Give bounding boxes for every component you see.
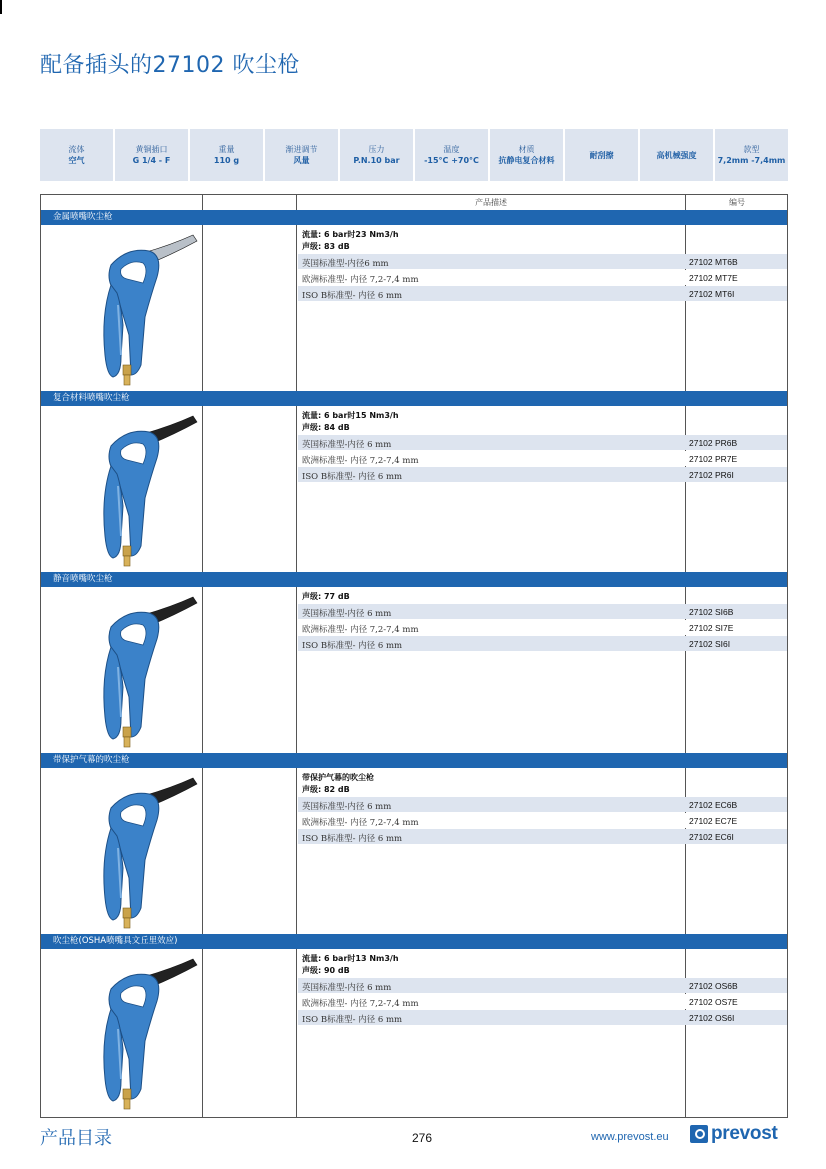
variant-name: 英国标准型-内径 6 mm	[302, 982, 392, 993]
section-body	[41, 406, 787, 572]
spec-label: 高机械强度	[656, 150, 697, 160]
spec-cell	[565, 129, 638, 181]
variant-code: 27102 SI6B	[689, 606, 734, 617]
spec-value: 空气	[68, 156, 85, 165]
description-block	[298, 953, 787, 1025]
variant-name: 英国标准型-内径6 mm	[302, 258, 389, 269]
column-divider	[202, 225, 203, 391]
description-block	[298, 229, 787, 301]
catalog-label: 产品目录	[40, 1128, 112, 1149]
column-divider	[202, 949, 203, 1115]
variant-code: 27102 SI6I	[689, 638, 731, 649]
column-divider	[296, 225, 297, 391]
blow-gun-image	[71, 949, 201, 1115]
spec-label: 流体	[68, 145, 85, 154]
header-code: 编号	[729, 198, 745, 207]
section-title: 带保护气幕的吹尘枪	[41, 753, 787, 768]
blow-gun-image	[71, 587, 201, 753]
column-divider	[296, 406, 297, 572]
spec-label: 材质	[518, 145, 535, 154]
spec-value: 110 g	[213, 156, 240, 165]
product-section	[41, 210, 787, 391]
variant-name: 英国标准型-内径 6 mm	[302, 801, 392, 812]
column-divider	[296, 949, 297, 1115]
variant-row	[298, 435, 787, 451]
crop-mark	[0, 0, 2, 14]
variant-row	[298, 797, 787, 813]
spec-line: 流量: 6 bar时23 Nm3/h	[302, 230, 399, 239]
product-section	[41, 934, 787, 1115]
section-body	[41, 587, 787, 753]
spec-value: G 1/4 - F	[132, 156, 171, 165]
brand-name: prevost	[711, 1123, 778, 1144]
variant-name: 英国标准型-内径 6 mm	[302, 608, 392, 619]
product-image	[71, 225, 201, 391]
variant-row	[298, 1010, 787, 1026]
header-description: 产品描述	[475, 198, 507, 207]
spec-value: -15°C +70°C	[424, 156, 479, 165]
spec-cell	[40, 129, 113, 181]
variant-code: 27102 PR7E	[689, 453, 738, 464]
product-image	[71, 768, 201, 934]
variant-name: 欧洲标准型- 内径 7,2-7,4 mm	[302, 624, 419, 635]
spec-label: 黄铜插口	[135, 145, 168, 154]
variant-code: 27102 OS6B	[689, 980, 738, 991]
section-title: 吹尘枪(OSHA喷嘴具文丘里效应)	[41, 934, 787, 949]
product-section	[41, 753, 787, 934]
column-divider	[296, 768, 297, 934]
blow-gun-image	[71, 225, 201, 391]
variant-name: ISO B标准型- 内径 6 mm	[302, 1014, 403, 1025]
spec-label: 款型	[743, 145, 760, 154]
variant-code: 27102 PR6I	[689, 469, 734, 480]
variant-code: 27102 PR6B	[689, 437, 738, 448]
variant-name: 欧洲标准型- 内径 7,2-7,4 mm	[302, 998, 419, 1009]
spec-cell	[715, 129, 788, 181]
spec-label: 重量	[218, 145, 235, 154]
variant-name: 欧洲标准型- 内径 7,2-7,4 mm	[302, 455, 419, 466]
spec-line: 声级: 77 dB	[302, 592, 350, 601]
variant-name: 欧洲标准型- 内径 7,2-7,4 mm	[302, 274, 419, 285]
description-block	[298, 591, 787, 651]
blow-gun-image	[71, 768, 201, 934]
spec-line: 流量: 6 bar时13 Nm3/h	[302, 954, 399, 963]
blow-gun-image	[71, 406, 201, 572]
spec-label: 压力	[368, 145, 385, 154]
spec-line: 声级: 84 dB	[302, 423, 350, 432]
variant-code: 27102 EC7E	[689, 815, 738, 826]
table-header	[41, 195, 787, 211]
variant-row	[298, 270, 787, 286]
variant-row	[298, 994, 787, 1010]
variant-code: 27102 MT6I	[689, 288, 735, 299]
variant-code: 27102 EC6B	[689, 799, 738, 810]
variant-name: ISO B标准型- 内径 6 mm	[302, 471, 403, 482]
description-block	[298, 772, 787, 844]
variant-code: 27102 OS6I	[689, 1012, 735, 1023]
variant-row	[298, 604, 787, 620]
spec-cell	[640, 129, 713, 181]
variant-name: ISO B标准型- 内径 6 mm	[302, 640, 403, 651]
variant-row	[298, 451, 787, 467]
column-divider	[296, 587, 297, 753]
spec-line: 流量: 6 bar时15 Nm3/h	[302, 411, 399, 420]
variant-code: 27102 SI7E	[689, 622, 734, 633]
spec-label: 渐进调节	[285, 145, 318, 154]
section-title: 静音喷嘴吹尘枪	[41, 572, 787, 587]
variant-name: 欧洲标准型- 内径 7,2-7,4 mm	[302, 817, 419, 828]
brand-logo	[690, 1123, 778, 1145]
spec-cell	[490, 129, 563, 181]
spec-value: 7,2mm -7,4mm	[717, 156, 786, 165]
product-section	[41, 391, 787, 572]
variant-code: 27102 EC6I	[689, 831, 734, 842]
variant-name: 英国标准型-内径 6 mm	[302, 439, 392, 450]
product-table	[40, 194, 788, 1118]
spec-cell	[415, 129, 488, 181]
spec-line: 声级: 82 dB	[302, 785, 350, 794]
product-section	[41, 572, 787, 753]
spec-value: 抗静电复合材料	[498, 156, 555, 165]
spec-cell	[190, 129, 263, 181]
column-divider	[202, 406, 203, 572]
spec-cell	[115, 129, 188, 181]
column-divider	[202, 587, 203, 753]
variant-row	[298, 978, 787, 994]
variant-row	[298, 467, 787, 483]
spec-line: 带保护气幕的吹尘枪	[302, 773, 374, 782]
spec-value: P.N.10 bar	[353, 156, 400, 165]
spec-label: 耐刮擦	[589, 150, 614, 160]
variant-name: ISO B标准型- 内径 6 mm	[302, 833, 403, 844]
spec-label: 温度	[443, 145, 460, 154]
spec-line: 声级: 83 dB	[302, 242, 350, 251]
spec-bar	[40, 129, 788, 181]
variant-row	[298, 829, 787, 845]
variant-row	[298, 286, 787, 302]
spec-cell	[340, 129, 413, 181]
variant-code: 27102 OS7E	[689, 996, 738, 1007]
section-body	[41, 768, 787, 934]
section-body	[41, 949, 787, 1115]
spec-line: 声级: 90 dB	[302, 966, 350, 975]
section-body	[41, 225, 787, 391]
variant-code: 27102 MT6B	[689, 256, 738, 267]
variant-code: 27102 MT7E	[689, 272, 738, 283]
spec-cell	[265, 129, 338, 181]
page-number: 276	[412, 1131, 433, 1145]
product-image	[71, 949, 201, 1115]
variant-row	[298, 813, 787, 829]
variant-row	[298, 620, 787, 636]
variant-name: ISO B标准型- 内径 6 mm	[302, 290, 403, 301]
spec-value: 风量	[293, 156, 310, 165]
variant-row	[298, 636, 787, 652]
page-title: 配备插头的27102 吹尘枪	[40, 53, 300, 78]
website-link[interactable]: www.prevost.eu	[591, 1131, 669, 1143]
description-block	[298, 410, 787, 482]
section-title: 复合材料喷嘴吹尘枪	[41, 391, 787, 406]
logo-icon	[690, 1125, 708, 1143]
product-image	[71, 406, 201, 572]
variant-row	[298, 254, 787, 270]
section-title: 金属喷嘴吹尘枪	[41, 210, 787, 225]
product-image	[71, 587, 201, 753]
column-divider	[202, 768, 203, 934]
